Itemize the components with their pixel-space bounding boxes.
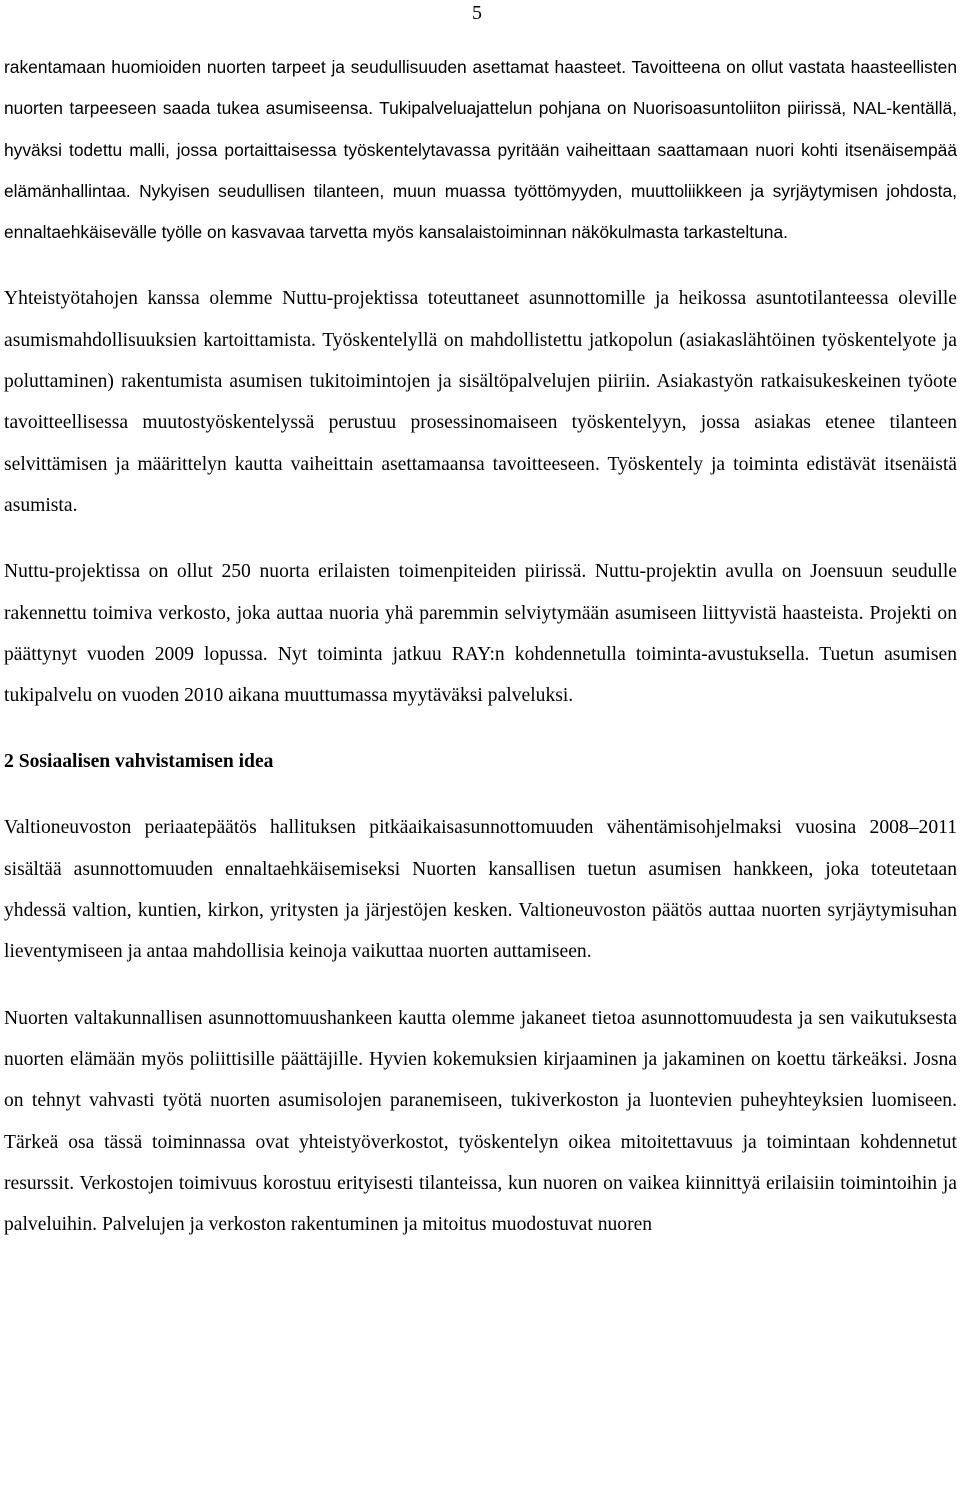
paragraph-1-sans-text: rakentamaan huomioiden nuorten tarpeet ja seudullisuuden asettamat haasteet. Tavoitteena on ollut vastata haasteellisten nuorten tarpeeseen saada tukea asumiseensa. Tukipalveluajattelun pohjana on Nuorisoasuntoliiton piirissä, NAL-kentällä, hyväksi todettu malli, jossa portaittaisessa työskentelytavassa pyritään vaiheittaan saattamaan nuori kohti itsenäisempää elämänhallintaa. xyxy=(4,57,957,201)
paragraph-1 xyxy=(4,47,957,253)
paragraph-3: Nuttu-projektissa on ollut 250 nuorta erilaisten toimenpiteiden piirissä. Nuttu-projektin avulla on Joensuun seudulle rakennettu toimiva verkosto, joka auttaa nuoria yhä paremmin selviytymään asumiseen liittyvistä haasteista. Projekti on päättynyt vuoden 2009 lopussa. Nyt toiminta jatkuu RAY:n kohdennetulla toiminta-avustuksella. Tuetun asumisen tukipalvelu on vuoden 2010 aikana muuttumassa myytäväksi palveluksi. xyxy=(4,561,957,707)
paragraph-spacer xyxy=(4,716,957,741)
paragraph-spacer xyxy=(4,526,957,551)
section-heading: 2 Sosiaalisen vahvistamisen idea xyxy=(4,751,274,773)
paragraph-2: Yhteistyötahojen kanssa olemme Nuttu-projektissa toteuttaneet asunnottomille ja heikossa asuntotilanteessa oleville asumismahdollisuuksien kartoittamista. Työskentelyllä on mahdollistettu jatkopolun (asiakaslähtöinen työskentelyote ja poluttaminen) rakentumista asumisen tukitoimintojen ja sisältöpalvelujen piiriin. Asiakastyön ratkaisukeskeinen työote tavoitteellisessa muutostyöskentelyssä perustuu prosessinomaiseen työskentelyyn, jossa asiakas etenee tilanteen selvittämisen ja määrittelyn kautta vaiheittain asettamaansa tavoitteeseen. Työskentely ja toiminta edistävät itsenäistä asumista. xyxy=(4,288,957,516)
paragraph-spacer xyxy=(4,782,957,807)
page-content xyxy=(4,47,957,1245)
page-number: 5 xyxy=(472,2,482,24)
paragraph-5: Nuorten valtakunnallisen asunnottomuushankeen kautta olemme jakaneet tietoa asunnottomuudesta ja sen vaikutuksesta nuorten elämään myös poliittisille päättäjille. Hyvien kokemuksien kirjaaminen ja jakaminen on koettu tärkeäksi. Josna on tehnyt vahvasti työtä nuorten asumisolojen paranemiseen, tukiverkoston ja luontevien puheyhteyksien luomiseen. Tärkeä osa tässä toiminnassa ovat yhteistyöverkostot, työskentelyn oikea mitoitettavuus ja toimintaan kohdennetut resurssit. Verkostojen toimivuus korostuu erityisesti tilanteissa, kun nuoren on vaikea kiinnittyä erilaisiin toimintoihin ja palveluihin. Palvelujen ja verkoston rakentuminen ja mitoitus muodostuvat nuoren xyxy=(4,1007,957,1236)
paragraph-spacer xyxy=(4,253,957,278)
paragraph-4: Valtioneuvoston periaatepäätös hallituksen pitkäaikaisasunnottomuuden vähentämisohjelmaksi vuosina 2008–2011 sisältää asunnottomuuden ennaltaehkäisemiseksi Nuorten kansallisen tuetun asumisen hankkeen, joka toteutetaan yhdessä valtion, kuntien, kirkon, yritysten ja järjestöjen kesken. Valtioneuvoston päätös auttaa nuorten syrjäytymisuhan lieventymiseen ja antaa mahdollisia keinoja vaikuttaa nuorten auttamiseen. xyxy=(4,817,957,963)
paragraph-1-sans-text-continued: Nykyisen seudullisen tilanteen, muun muassa työttömyyden, muuttoliikkeen ja syrjäytymisen johdosta, ennaltaehkäisevälle työlle on kasvavaa tarvetta myös kansalaistoiminnan näkökulmasta tarkasteltuna. xyxy=(4,180,957,243)
paragraph-spacer xyxy=(4,973,957,998)
